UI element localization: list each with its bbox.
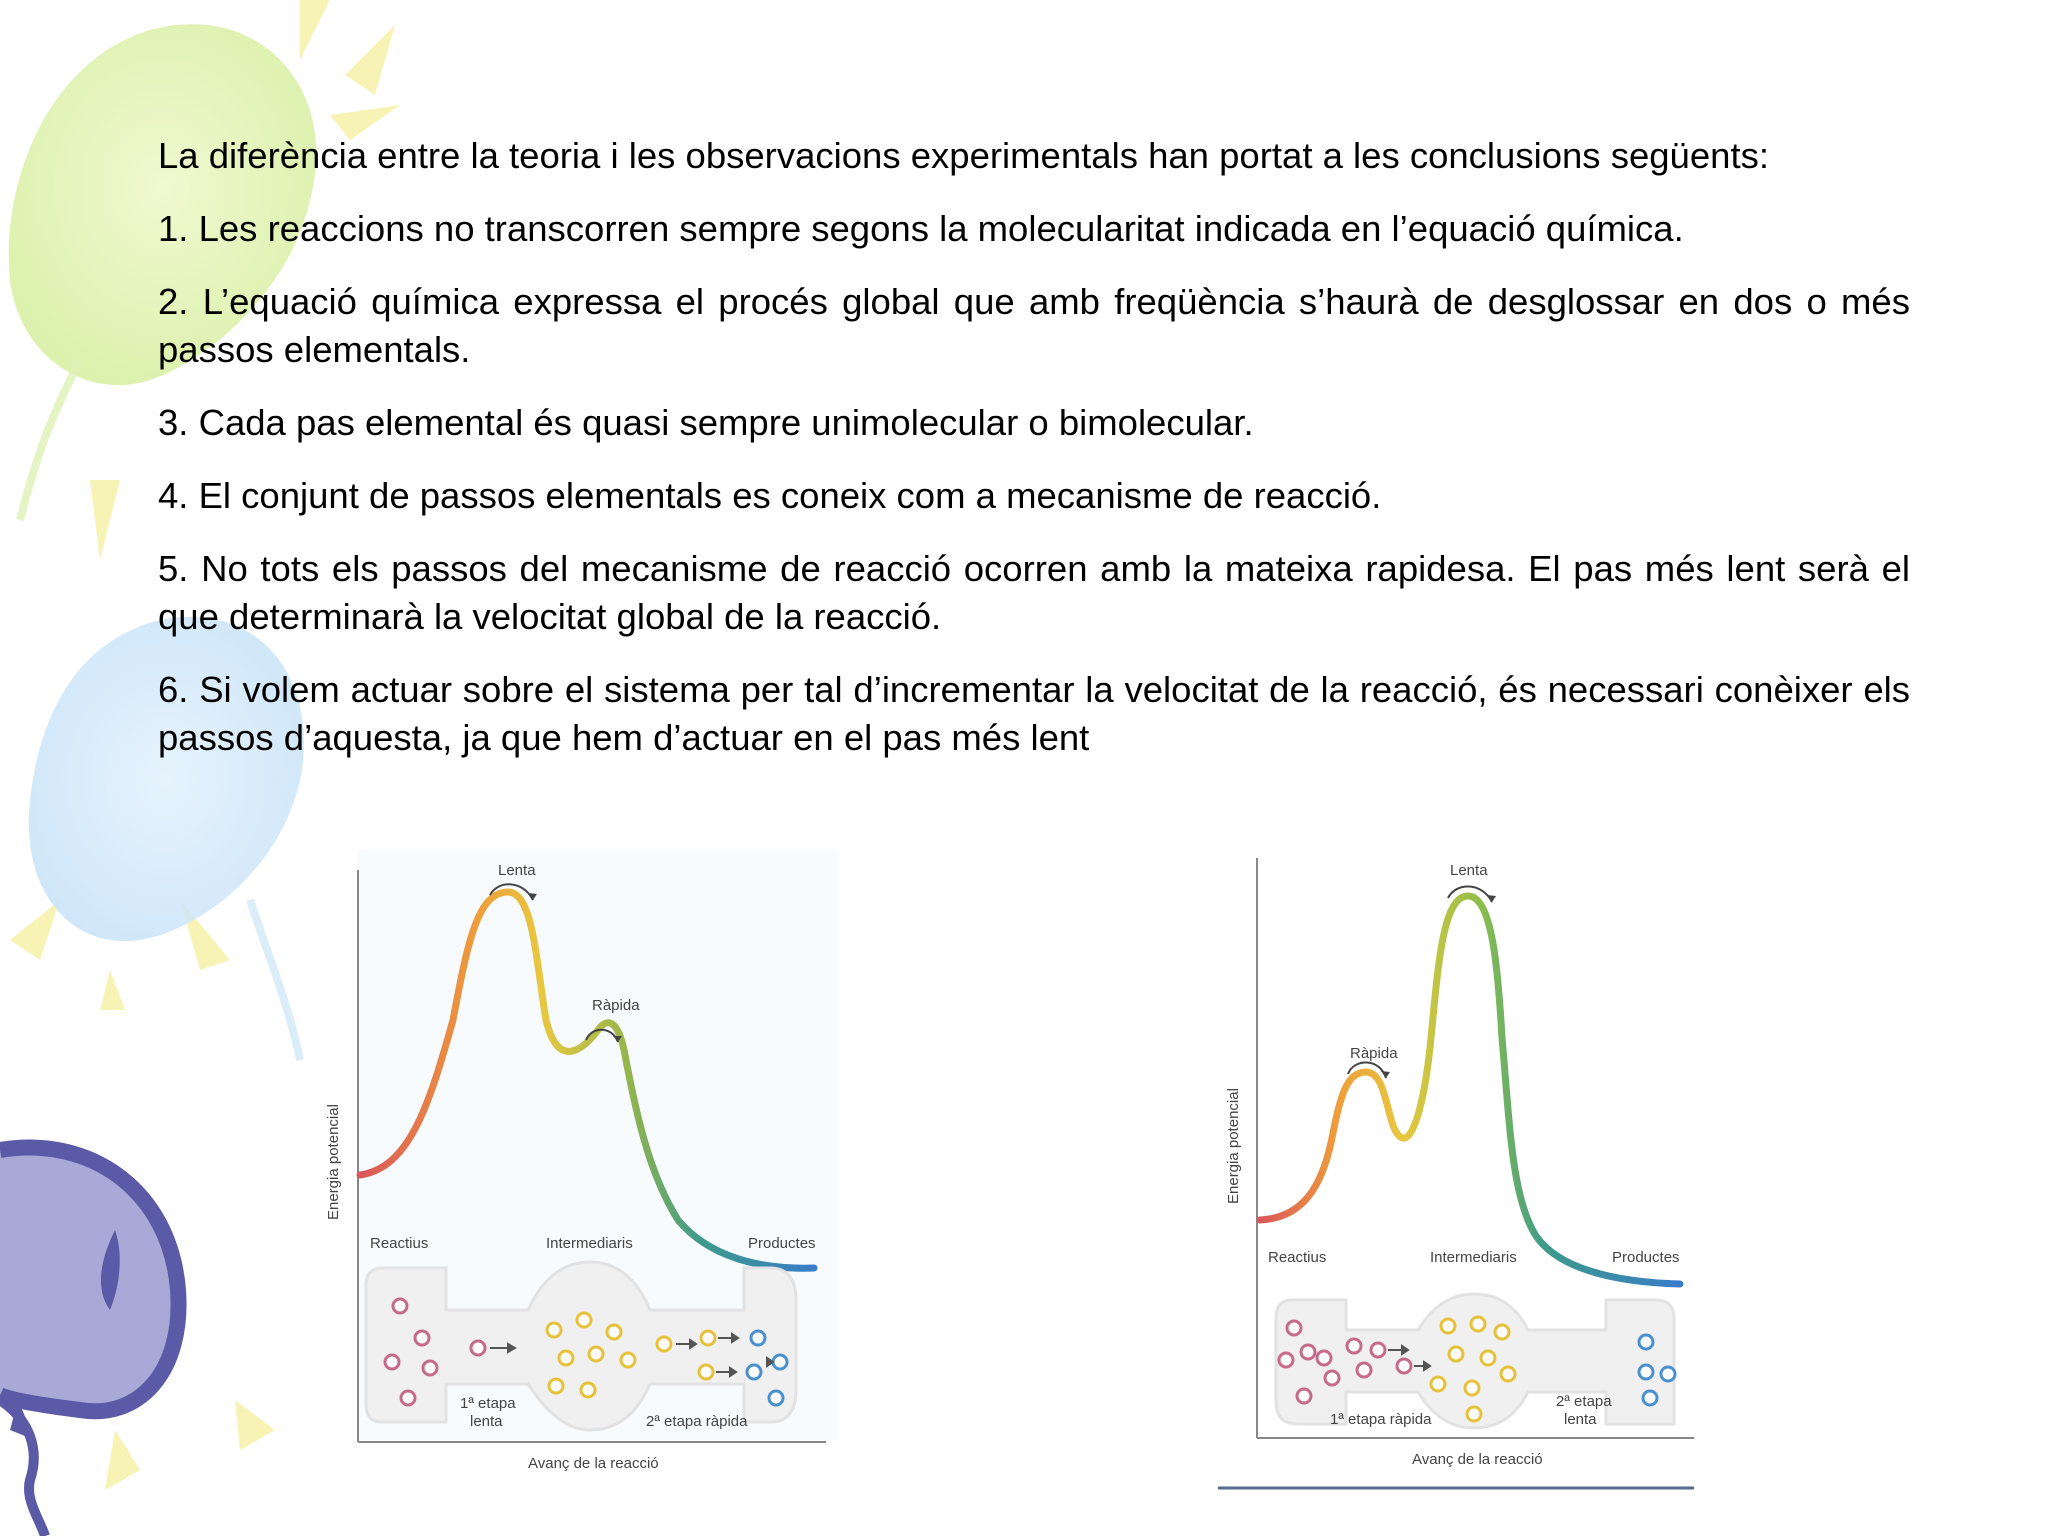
energy-diagram-slow-second bbox=[1212, 858, 1712, 1500]
reactants-label: Reactius bbox=[1268, 1249, 1327, 1266]
intermediates-label: Intermediaris bbox=[1430, 1249, 1517, 1266]
energy-diagram-slow-first bbox=[318, 850, 838, 1500]
stage2-label: 2ª etapa bbox=[1556, 1393, 1612, 1410]
content-text bbox=[158, 132, 1910, 787]
products-label: Productes bbox=[748, 1235, 816, 1252]
stage1-label: 1ª etapa bbox=[460, 1395, 516, 1412]
peak2-label: Ràpida bbox=[592, 997, 640, 1014]
conclusion-2: 2. L’equació química expressa el procés global que amb freqüència s’haurà de desglossar en dos o més passos elementals. bbox=[158, 281, 1910, 370]
reactants-label: Reactius bbox=[370, 1235, 429, 1252]
peak1-label: Ràpida bbox=[1350, 1045, 1398, 1062]
x-axis-label: Avanç de la reacció bbox=[1412, 1451, 1543, 1468]
stage1-label: 1ª etapa ràpida bbox=[1330, 1411, 1432, 1428]
products-label: Productes bbox=[1612, 1249, 1680, 1266]
stage1-sublabel: lenta bbox=[470, 1413, 503, 1430]
y-axis-label: Energia potencial bbox=[1225, 1088, 1242, 1204]
conclusion-4: 4. El conjunt de passos elementals es coneix com a mecanisme de reacció. bbox=[158, 475, 1382, 516]
conclusion-3: 3. Cada pas elemental és quasi sempre unimolecular o bimolecular. bbox=[158, 402, 1254, 443]
peak1-label: Lenta bbox=[498, 862, 536, 879]
conclusion-1: 1. Les reaccions no transcorren sempre segons la molecularitat indicada en l’equació química. bbox=[158, 208, 1684, 249]
conclusion-6: 6. Si volem actuar sobre el sistema per tal d’incrementar la velocitat de la reacció, és necessari conèixer els passos d’aquesta, ja que hem d’actuar en el pas més lent bbox=[158, 669, 1910, 758]
energy-curve bbox=[1260, 896, 1680, 1284]
peak2-label: Lenta bbox=[1450, 862, 1488, 879]
y-axis-label: Energia potencial bbox=[325, 1104, 342, 1220]
conclusion-5: 5. No tots els passos del mecanisme de reacció ocorren amb la mateixa rapidesa. El pas més lent serà el que determinarà la velocitat global de la reacció. bbox=[158, 548, 1910, 637]
stage2-label: 2ª etapa ràpida bbox=[646, 1413, 748, 1430]
intermediates-label: Intermediaris bbox=[546, 1235, 633, 1252]
x-axis-label: Avanç de la reacció bbox=[528, 1455, 659, 1472]
stage2-sublabel: lenta bbox=[1564, 1411, 1597, 1428]
intro-paragraph: La diferència entre la teoria i les observacions experimentals han portat a les conclusions següents: bbox=[158, 135, 1769, 176]
purple-balloon bbox=[0, 1148, 179, 1536]
